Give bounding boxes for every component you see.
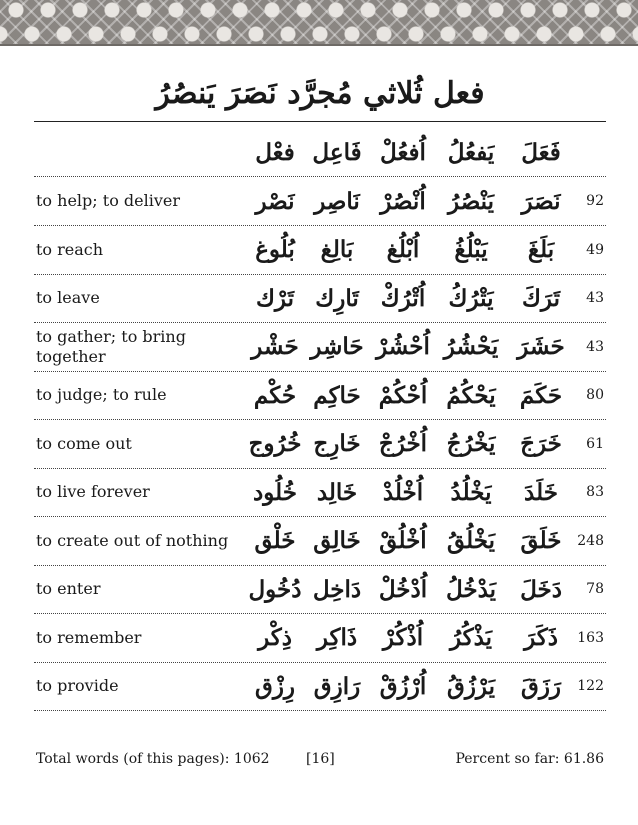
table-row [34,468,606,517]
table-row [34,177,606,226]
verb-form-past: رَزَقَ [520,672,562,700]
verb-form-command: اُحْكُمْ [378,381,428,409]
frequency-count: 49 [586,241,604,258]
header-past: فَعَلَ [521,138,561,166]
verb-form-doer: بَالِغ [320,236,354,263]
verb-form-verbal-noun: تَرْك [255,284,295,312]
verb-form-present: يَذْكُرُ [449,624,493,651]
verb-form-verbal-noun: حُكْم [253,381,297,409]
total-words: Total words (of this pages): 1062 [36,751,270,767]
verb-form-past: ذَكَرَ [524,624,558,651]
english-meaning: to come out [36,433,132,453]
frequency-count: 43 [586,290,604,306]
decorative-banner [0,0,638,46]
verb-form-present: يَخْرُجُ [446,430,496,457]
verb-form-command: اُنْصُرْ [380,187,426,215]
verb-form-past: خَرَجَ [520,430,562,457]
verb-form-past: بَلَغَ [527,236,555,263]
verb-form-doer: نَاصِر [314,187,360,215]
verb-form-past: دَخَلَ [520,575,562,603]
percent-so-far: Percent so far: 61.86 [455,751,604,767]
verb-form-verbal-noun: خُرُوج [248,430,302,457]
header-command: اُفعُلْ [380,138,426,166]
verb-form-present: يَحْشُرُ [443,333,499,360]
column-header-row [34,128,606,177]
english-meaning: to help; to deliver [36,191,181,210]
verb-form-verbal-noun: حَشْر [251,333,299,360]
english-meaning: to remember [36,627,142,647]
verb-form-doer: ذَاكِر [316,624,358,651]
verb-form-past: خَلَدَ [524,478,558,506]
english-meaning: to live forever [36,482,150,501]
verb-form-command: اُرْزُقْ [379,672,427,700]
frequency-count: 248 [577,532,604,549]
page-number: [16] [306,751,335,767]
table-row [34,517,606,566]
english-meaning: to leave [36,288,100,307]
verb-form-present: يَتْرُكُ [448,284,494,312]
verb-form-verbal-noun: خُلُود [253,478,297,506]
header-verbal-noun: فعْل [255,138,295,166]
verb-form-past: حَشَرَ [517,333,565,360]
verb-form-present: يَبْلُغُ [454,236,488,263]
page-title: فعل ثُلاثي مُجرَّد نَصَرَ يَنصُرُ [155,76,485,111]
verb-form-doer: خَالِق [313,527,361,554]
table-row [34,274,606,323]
verb-form-command: اُحْشُرْ [376,333,430,360]
verb-form-doer: خَالِد [316,478,358,506]
frequency-count: 92 [586,193,604,209]
english-meaning: to provide [36,676,119,695]
verb-form-command: اُبْلُغ [386,236,420,263]
verb-form-command: اُخْرُجْ [378,430,428,457]
verb-form-command: اُخْلُدْ [382,478,424,506]
verb-form-verbal-noun: خَلْق [254,527,296,554]
verb-form-doer: تَارِك [315,284,359,312]
english-meaning: to judge; to rule [36,385,167,404]
verb-form-present: يَرْزُقُ [446,672,496,700]
verb-form-verbal-noun: دُخُول [248,575,302,603]
english-meaning: to gather; to bring together [36,326,186,366]
frequency-count: 122 [577,678,604,694]
frequency-count: 163 [577,629,604,646]
verb-form-verbal-noun: رِزْق [254,672,296,700]
verb-form-verbal-noun: بُلُوغ [255,236,295,263]
table-row [34,565,606,614]
table-row [34,662,606,711]
verb-form-present: يَحْكُمُ [446,381,496,409]
frequency-count: 61 [586,435,604,452]
frequency-count: 43 [586,338,604,355]
verb-form-past: نَصَرَ [521,187,561,215]
table-row [34,226,606,275]
verb-form-past: حَكَمَ [519,381,563,409]
verb-form-present: يَخْلُدُ [450,478,492,506]
table-row [34,323,606,372]
frequency-count: 83 [586,484,604,500]
verb-form-command: اُخْلُقْ [379,527,427,554]
verb-form-verbal-noun: ذِكْر [258,624,292,651]
verb-form-present: يَنْصُرُ [448,187,494,215]
table-row [34,614,606,663]
table-row [34,420,606,469]
english-meaning: to enter [36,579,101,598]
verb-form-past: خَلَقَ [520,527,562,554]
verb-form-verbal-noun: نَصْر [255,187,295,215]
frequency-count: 80 [586,387,604,403]
verb-form-doer: دَاخِل [312,575,362,603]
verb-form-present: يَخْلُقُ [446,527,496,554]
header-doer: فَاعِل [312,138,362,166]
english-meaning: to reach [36,239,104,259]
verb-form-command: اُدْخُلْ [378,575,428,603]
english-meaning: to create out of nothing [36,530,229,550]
header-present: يَفعُلُ [447,138,495,166]
frequency-count: 78 [586,581,604,597]
verb-form-doer: حَاشِر [310,333,364,360]
verb-form-doer: رَازِق [313,672,361,700]
table-row [34,371,606,420]
verb-form-doer: خَارِج [313,430,361,457]
verb-form-command: اُذْكُرْ [382,624,424,651]
verb-form-present: يَدْخُلُ [445,575,497,603]
title-rule [34,121,606,122]
verb-form-past: تَرَكَ [521,284,561,312]
verb-form-command: اُتْرُكْ [380,284,426,312]
verb-form-doer: حَاكِم [313,381,361,409]
